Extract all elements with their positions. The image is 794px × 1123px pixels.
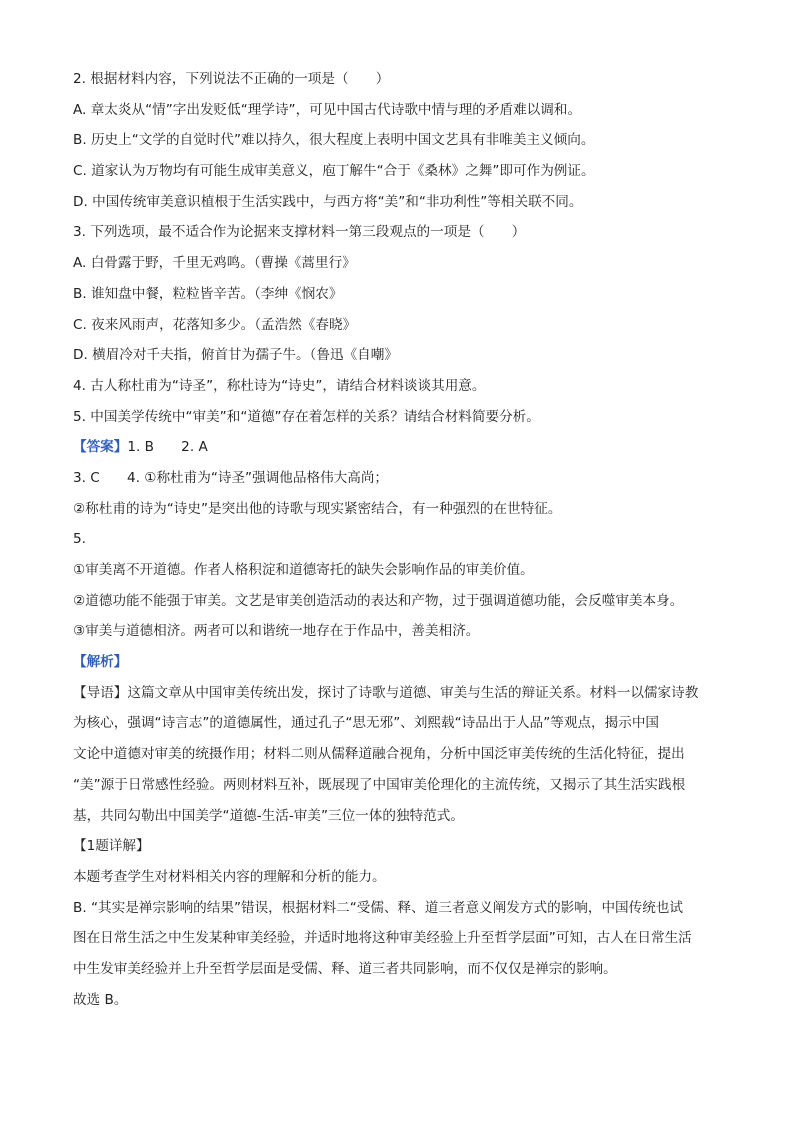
guide-line: “美”源于日常感性经验。两则材料互补，既展现了中国审美伦理化的主流传统，又揭示了其生活实践根 xyxy=(73,776,686,793)
answer-line-1-text: 1. B 2. A xyxy=(127,439,208,456)
q1-detail-line: 故选 B。 xyxy=(73,991,128,1008)
answer-line-1 xyxy=(73,432,723,463)
guide-line: 文论中道德对审美的统摄作用；材料二则从儒释道融合视角，分析中国泛审美传统的生活化特征，提出 xyxy=(73,746,685,763)
document-content xyxy=(73,64,723,1015)
guide-line: 基，共同勾勒出中国美学“道德-生活-审美”三位一体的独特范式。 xyxy=(73,807,464,824)
answer-line-7: ③审美与道德相济。两者可以和谐统一地存在于作品中，善美相济。 xyxy=(73,623,480,640)
q1-detail-line: 中生发审美经验并上升至哲学层面是受儒、释、道三者共同影响，而不仅仅是禅宗的影响。 xyxy=(73,960,617,977)
question-5-stem: 5. 中国美学传统中“审美”和“道德”存在着怎样的关系？请结合材料简要分析。 xyxy=(73,408,540,425)
answer-line-2: 3. C 4. ①称杜甫为“诗圣”强调他品格伟大高尚； xyxy=(73,469,389,486)
answer-line-6: ②道德功能不能强于审美。文艺是审美创造活动的表达和产物，过于强调道德功能，会反噬审美本身。 xyxy=(73,592,684,609)
answer-line-5: ①审美离不开道德。作者人格积淀和道德寄托的缺失会影响作品的审美价值。 xyxy=(73,562,534,578)
q3-option-b: B. 谁知盘中餐，粒粒皆辛苦。（李绅《悯农》 xyxy=(73,285,343,302)
q3-option-c: C. 夜来风雨声，花落知多少。（孟浩然《春晓》 xyxy=(73,316,357,333)
question-4-stem: 4. 古人称杜甫为“诗圣”，称杜诗为“诗史”，请结合材料谈谈其用意。 xyxy=(73,377,486,394)
answer-line-3: ②称杜甫的诗为“诗史”是突出他的诗歌与现实紧密结合，有一种强烈的在世特征。 xyxy=(73,500,562,517)
q1-detail-line: 本题考查学生对材料相关内容的理解和分析的能力。 xyxy=(73,868,386,885)
guide-line: 为核心，强调“诗言志”的道德属性，通过孔子“思无邪”、刘熙载“诗品出于人品”等观点，揭示中国 xyxy=(73,715,660,732)
q2-option-a: A. 章太炎从“情”字出发贬低“理学诗”，可见中国古代诗歌中情与理的矛盾难以调和。 xyxy=(73,101,582,118)
q2-option-b: B. 历史上“文学的自觉时代”难以持久，很大程度上表明中国文艺具有非唯美主义倾向。 xyxy=(73,132,595,149)
question-3-stem: 3. 下列选项，最不适合作为论据来支撑材料一第三段观点的一项是（ ） xyxy=(73,224,526,241)
q1-detail-line: B. “其实是禅宗影响的结果”错误，根据材料二“受儒、释、道三者意义阐发方式的影响，中国传统也试 xyxy=(73,899,684,916)
q3-option-a: A. 白骨露于野，千里无鸡鸣。（曹操《蒿里行》 xyxy=(73,255,356,272)
q1-detail-line: 图在日常生活之中生发某种审美经验，并适时地将这种审美经验上升至哲学层面”可知，古人在日常生活 xyxy=(73,930,692,947)
q2-option-c: C. 道家认为万物均有可能生成审美意义，庖丁解牛“合于《桑林》之舞”即可作为例证。 xyxy=(73,163,595,180)
q2-option-d: D. 中国传统审美意识植根于生活实践中，与西方将“美”和“非功利性”等相关联不同。 xyxy=(73,193,583,210)
analysis-tag-line xyxy=(73,647,723,678)
answer-tag: 【答案】 xyxy=(73,439,128,456)
q1-detail-title: 【1题详解】 xyxy=(73,838,150,855)
guide-line: 【导语】这篇文章从中国审美传统出发，探讨了诗歌与道德、审美与生活的辩证关系。材料一以儒家诗教 xyxy=(73,684,699,701)
answer-line-4: 5. xyxy=(73,531,86,548)
q3-option-d: D. 横眉冷对千夫指，俯首甘为孺子牛。（鲁迅《自嘲》 xyxy=(73,347,398,364)
question-2-stem: 2. 根据材料内容，下列说法不正确的一项是（ ） xyxy=(73,71,390,87)
analysis-tag: 【解析】 xyxy=(73,654,128,671)
